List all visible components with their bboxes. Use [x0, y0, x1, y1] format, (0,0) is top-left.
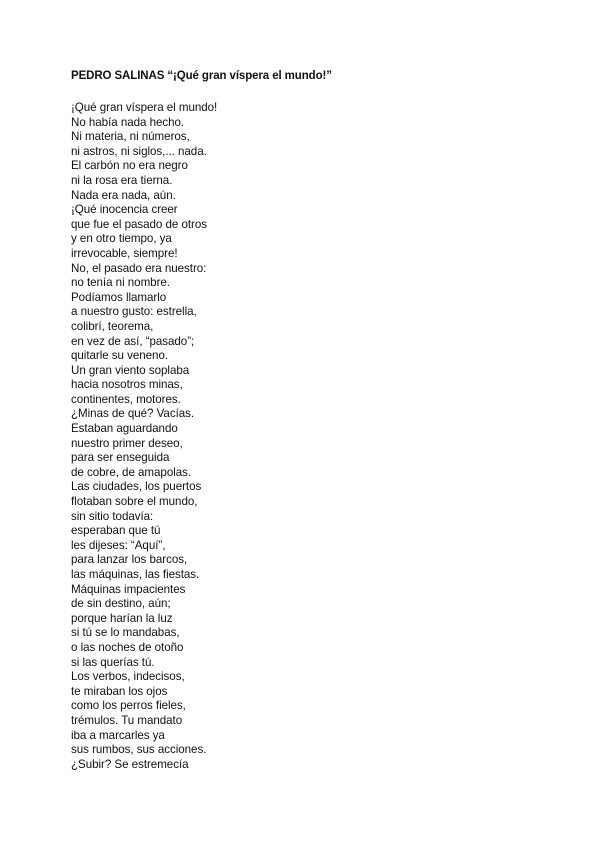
poem-line: les dijeses: “Aquí”,: [71, 538, 166, 552]
poem-line: irrevocable, siempre!: [71, 246, 178, 260]
poem-line: ni astros, ni siglos,... nada.: [71, 144, 207, 158]
poem-title: PEDRO SALINAS “¡Qué gran víspera el mundo!”: [71, 70, 332, 82]
poem-body: [71, 101, 217, 772]
poem-line: ni la rosa era tierna.: [71, 173, 173, 187]
poem-line: y en otro tiempo, ya: [71, 232, 172, 246]
poem-line: o las noches de otoño: [71, 640, 184, 654]
poem-line: Nada era nada, aún.: [71, 188, 176, 202]
poem-line: esperaban que tú: [71, 524, 161, 538]
poem-line: trémulos. Tu mandato: [71, 713, 183, 727]
poem-line: sus rumbos, sus acciones.: [71, 743, 207, 757]
poem-line: ¿Minas de qué? Vacías.: [71, 407, 195, 421]
poem-line: continentes, motores.: [71, 392, 181, 406]
poem-line: que fue el pasado de otros: [71, 217, 207, 231]
poem-line: si tú se lo mandabas,: [71, 626, 180, 640]
poem-line: ¿Subir? Se estremecía: [71, 757, 189, 771]
poem-line: Máquinas impacientes: [71, 582, 186, 596]
poem-line: si las querías tú.: [71, 655, 155, 669]
poem-line: quitarle su veneno.: [71, 349, 169, 363]
poem-line: El carbón no era negro: [71, 159, 188, 173]
poem-line: No había nada hecho.: [71, 115, 185, 129]
poem-line: para ser enseguida: [71, 451, 170, 465]
poem-line: para lanzar los barcos,: [71, 553, 188, 567]
poem-line: no tenía ni nombre.: [71, 276, 170, 290]
poem-line: Los verbos, indecisos,: [71, 670, 185, 684]
poem-line: porque harían la luz: [71, 611, 173, 625]
poem-line: ¡Qué gran víspera el mundo!: [71, 101, 218, 114]
poem-line: de sin destino, aún;: [71, 597, 171, 611]
poem-line: flotaban sobre el mundo,: [71, 495, 198, 509]
poem-line: a nuestro gusto: estrella,: [71, 305, 197, 319]
poem-line: iba a marcarles ya: [71, 728, 165, 742]
poem-line: las máquinas, las fiestas.: [71, 568, 200, 581]
poem-line: Ni materia, ni números,: [71, 130, 190, 144]
poem-line: No, el pasado era nuestro:: [71, 261, 207, 275]
poem-line: hacia nosotros minas,: [71, 378, 183, 392]
poem-line: colibrí, teorema,: [71, 319, 154, 333]
poem-line: te miraban los ojos: [71, 684, 168, 698]
poem-line: en vez de así, “pasado”;: [71, 334, 195, 348]
poem-line: como los perros fieles,: [71, 699, 186, 713]
poem-line: Un gran viento soplaba: [71, 363, 190, 377]
poem-line: ¡Qué inocencia creer: [71, 203, 178, 217]
poem-line: nuestro primer deseo,: [71, 436, 183, 450]
poem-line: de cobre, de amapolas.: [71, 465, 192, 479]
poem-line: Estaban aguardando: [71, 422, 178, 436]
poem-line: Podíamos llamarlo: [71, 290, 167, 304]
poem-line: Las ciudades, los puertos: [71, 480, 202, 494]
poem-line: sin sitio todavía:: [71, 509, 154, 523]
